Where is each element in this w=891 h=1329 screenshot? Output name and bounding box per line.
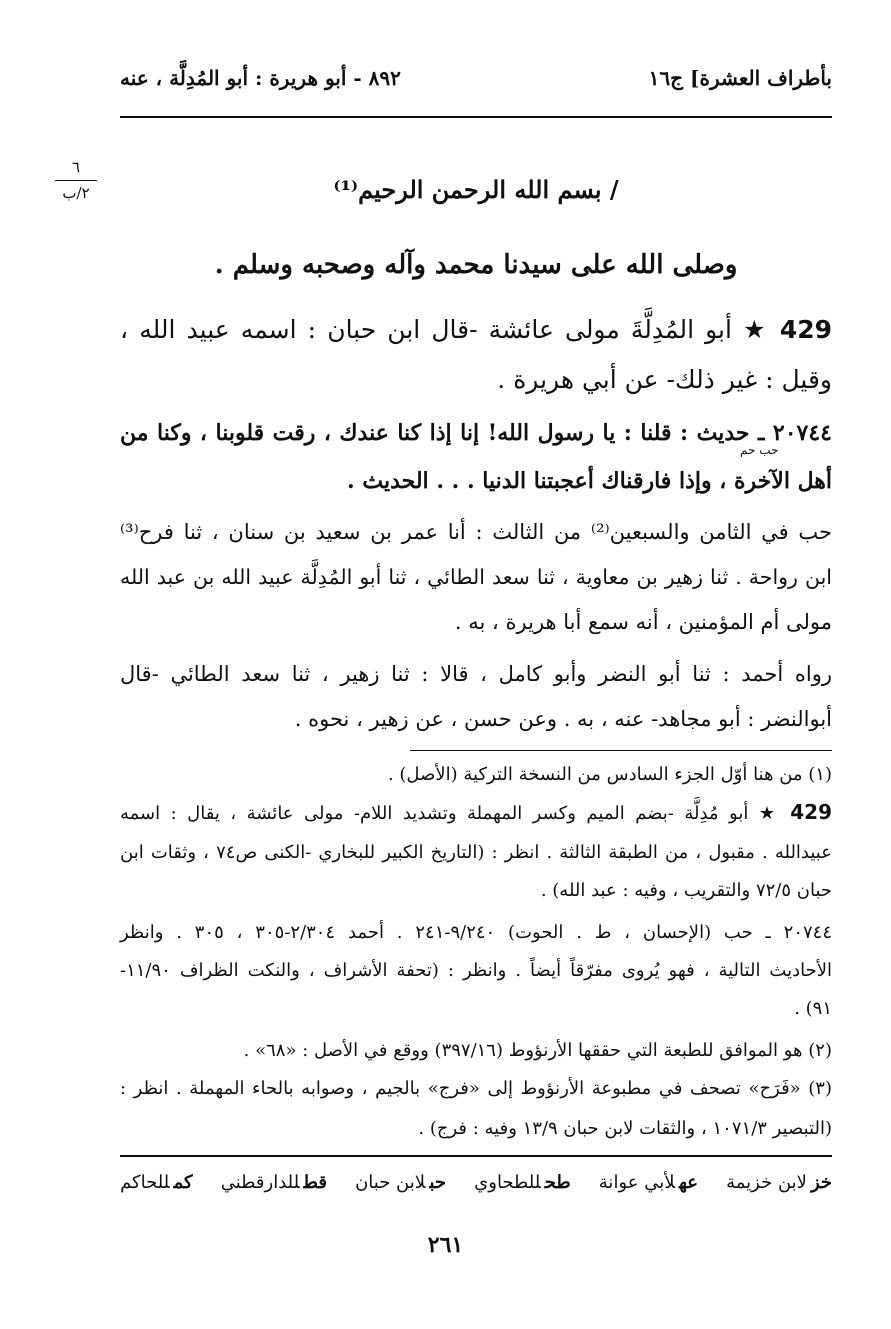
footnote-20744-line-2: الأحاديث التالية ، فهو يُروى مفرّقاً أيضاً . وانظر : (تحفة الأشراف ، والنكت الظراف ١١/٩٠- [120,960,832,981]
entry-heading-text: أبو المُدِلَّةَ مولى عائشة -قال ابن حبان : اسمه عبيد الله ، [120,315,732,344]
chain-line-1: حب في الثامن والسبعين⁽²⁾ من الثالث : أنا عمر بن سعيد بن سنان ، ثنا فرح⁽³⁾ [120,520,833,544]
hadith-line-1: ٢٠٧٤٤ ـ حديث : قلنا : يا رسول الله! إنا إذا كنا عندك ، رقت قلوبنا ، وكنا من [120,420,832,446]
footnote-20744-line-3: ٩١) . [794,998,832,1019]
hadith-line-2: أهل الآخرة ، وإذا فارقناك أعجبتنا الدنيا . . . الحديث . [347,468,832,494]
chain-line-2: ابن رواحة . ثنا زهير بن معاوية ، ثنا سعد الطائي ، ثنا أبو المُدِلَّة عبيد الله بن عبد الله [120,565,832,589]
running-header [120,58,832,98]
margin-folio-note [55,158,97,203]
footnote-20744-line-1: ٢٠٧٤٤ ـ حب (الإحسان ، ط . الحوت) ٩/٢٤٠-٢٤١ . أحمد ٢/٣٠٤-٣٠٥ ، ٣٠٥ . وانظر [120,922,833,943]
footnote-rule [410,750,832,751]
chain-line-3: مولى أم المؤمنين ، أنه سمع أبا هريرة ، به . [454,610,832,634]
basmala-line: / بسم الله الرحمن الرحيم⁽¹⁾ [333,175,619,204]
footnote-429-line-2: عبيدالله . مقبول ، من الطبقة الثالثة . انظر : (التاريخ الكبير للبخاري -الكنى ص٧٤ ، وثقات ابن [120,842,832,863]
margin-note-divider [55,180,97,181]
footnote-2: (٢) هو الموافق للطبعة التي حققها الأرنؤوط (٣٩٧/١٦) ووقع في الأصل : «٦٨» . [243,1040,832,1061]
hadith-source-marginal: حب حم [740,443,779,457]
page-number: ٢٦١ [427,1232,464,1258]
header-section-title: ٨٩٢ - أبو هريرة : أبو المُدِلَّة ، عنه [120,66,401,90]
footnote-3-line-1: (٣) «فَرَح» تصحف في مطبوعة الأرنؤوط إلى «فرج» بالجيم ، وصوابه بالحاء المهملة . انظر : [120,1078,832,1099]
margin-note-bottom: ٢/ب [62,183,90,202]
abbrev-item: كمللحاكم [120,1172,193,1193]
margin-note-top: ٦ [71,158,81,176]
abbrev-item: طحللطحاوي [474,1172,571,1193]
footnote-429-line-3: حبان ٧٢/٥ والتقريب ، وفيه : عبد الله) . [540,880,832,901]
footnote-star-icon: ★ [758,803,780,824]
abbrev-item: حبلابن حبان [355,1172,447,1193]
abbreviation-key [120,1172,832,1193]
salawat-line: وصلى الله على سيدنا محمد وآله وصحبه وسلم . [214,250,738,280]
footnote-429-line-1 [120,800,832,824]
ahmad-line-2: أبوالنضر : أبو مجاهد- عنه ، به . وعن حسن ، عن زهير ، نحوه . [294,707,832,731]
abbrev-item: قطللدارقطني [220,1172,327,1193]
footnote-3-line-2: (التبصير ١٠٧١/٣ ، والثقات لابن حبان ١٣/٩ وفيه : فرج) . [418,1118,832,1139]
footnote-429-text: أبو مُدِلَّة -بضم الميم وكسر المهملة وتشديد اللام- مولى عائشة ، يقال : اسمه [120,803,749,824]
ahmad-line-1: رواه أحمد : ثنا أبو النضر وأبو كامل ، قالا : ثنا زهير ، ثنا سعد الطائي -قال [120,662,832,686]
header-volume-title: بأطراف العشرة] ج١٦ [648,66,832,90]
entry-heading-line-2: وقيل : غير ذلك- عن أبي هريرة . [497,365,832,394]
abbrev-item: خزلابن خزيمة [726,1172,832,1193]
entry-number: 429 [779,315,832,344]
entry-heading-line-1 [120,315,832,344]
header-rule [120,116,832,118]
footnote-429-number: 429 [790,800,832,824]
star-icon: ★ [743,315,769,344]
footnote-1: (١) من هنا أوّل الجزء السادس من النسخة التركية (الأصل) . [387,764,832,785]
abbreviations-rule [120,1155,832,1157]
abbrev-item: عهلأبي عوانة [598,1172,699,1193]
